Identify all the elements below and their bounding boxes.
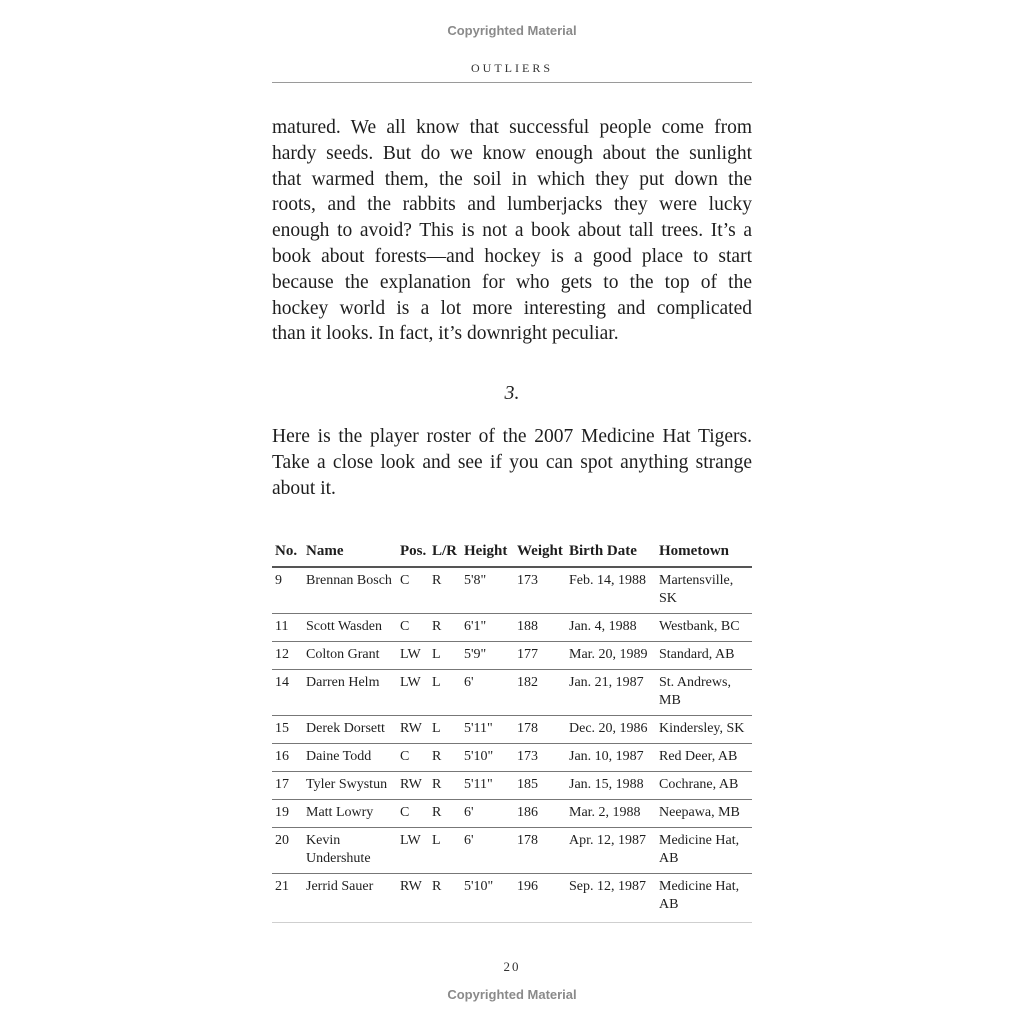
running-head: OUTLIERS: [471, 61, 553, 75]
table-row: [272, 800, 752, 828]
cell-no: 11: [272, 614, 303, 642]
table-row: [272, 567, 752, 614]
cell-height: 6': [461, 828, 514, 874]
cell-name: Colton Grant: [303, 642, 397, 670]
header-rule: [272, 82, 752, 83]
column-header-no: No.: [272, 540, 303, 567]
cell-pos: LW: [397, 828, 429, 874]
paragraph-line: that warmed them, the soil in which they put down the: [272, 168, 752, 190]
cell-height: 6': [461, 670, 514, 716]
table-row: [272, 716, 752, 744]
section-number: 3.: [504, 382, 520, 404]
page-number: 20: [503, 959, 521, 974]
column-header-birth-date: Birth Date: [566, 540, 656, 567]
table-row: [272, 772, 752, 800]
cell-lr: R: [429, 614, 461, 642]
cell-weight: 173: [514, 567, 566, 614]
cell-birth-date: Feb. 14, 1988: [566, 567, 656, 614]
cell-lr: R: [429, 874, 461, 923]
column-header-hometown: Hometown: [656, 540, 752, 567]
cell-hometown: Neepawa, MB: [656, 800, 752, 828]
roster-table: [272, 540, 752, 923]
cell-hometown: Standard, AB: [656, 642, 752, 670]
cell-no: 21: [272, 874, 303, 923]
paragraph-line: book about forests—and hockey is a good place to start: [272, 245, 752, 267]
cell-name: Darren Helm: [303, 670, 397, 716]
cell-no: 12: [272, 642, 303, 670]
cell-weight: 178: [514, 828, 566, 874]
cell-lr: R: [429, 800, 461, 828]
paragraph-line: about it.: [272, 477, 336, 499]
cell-weight: 186: [514, 800, 566, 828]
cell-height: 5'10": [461, 744, 514, 772]
cell-birth-date: Jan. 15, 1988: [566, 772, 656, 800]
cell-hometown: Kindersley, SK: [656, 716, 752, 744]
cell-height: 5'11": [461, 716, 514, 744]
cell-height: 5'9": [461, 642, 514, 670]
cell-name: Matt Lowry: [303, 800, 397, 828]
table-row: [272, 828, 752, 874]
cell-height: 6'1": [461, 614, 514, 642]
cell-lr: L: [429, 670, 461, 716]
table-row: [272, 744, 752, 772]
cell-birth-date: Mar. 20, 1989: [566, 642, 656, 670]
cell-hometown: Red Deer, AB: [656, 744, 752, 772]
copyright-notice-top: Copyrighted Material: [447, 23, 577, 38]
cell-birth-date: Sep. 12, 1987: [566, 874, 656, 923]
cell-weight: 182: [514, 670, 566, 716]
paragraph-line: Take a close look and see if you can spot anything strange: [272, 451, 752, 473]
cell-lr: R: [429, 744, 461, 772]
paragraph-line: enough to avoid? This is not a book about tall trees. It’s a: [272, 220, 752, 242]
cell-no: 20: [272, 828, 303, 874]
cell-height: 6': [461, 800, 514, 828]
cell-name: Derek Dorsett: [303, 716, 397, 744]
cell-weight: 188: [514, 614, 566, 642]
paragraph-line: hardy seeds. But do we know enough about the sunlight: [272, 142, 752, 164]
table-row: [272, 874, 752, 923]
cell-hometown: Cochrane, AB: [656, 772, 752, 800]
cell-birth-date: Jan. 4, 1988: [566, 614, 656, 642]
table-header-row: [272, 540, 752, 567]
cell-no: 15: [272, 716, 303, 744]
cell-lr: R: [429, 772, 461, 800]
paragraph-2: [272, 424, 752, 501]
cell-pos: RW: [397, 716, 429, 744]
cell-hometown: St. Andrews, MB: [656, 670, 752, 716]
cell-hometown: Medicine Hat, AB: [656, 874, 752, 923]
cell-weight: 177: [514, 642, 566, 670]
column-header-weight: Weight: [514, 540, 566, 567]
cell-pos: LW: [397, 642, 429, 670]
cell-weight: 185: [514, 772, 566, 800]
cell-birth-date: Apr. 12, 1987: [566, 828, 656, 874]
column-header-pos: Pos.: [397, 540, 429, 567]
cell-name: Daine Todd: [303, 744, 397, 772]
cell-hometown: Westbank, BC: [656, 614, 752, 642]
cell-weight: 178: [514, 716, 566, 744]
paragraph-line: Here is the player roster of the 2007 Medicine Hat Tigers.: [272, 426, 752, 447]
cell-pos: C: [397, 744, 429, 772]
cell-height: 5'11": [461, 772, 514, 800]
table-row: [272, 642, 752, 670]
cell-weight: 173: [514, 744, 566, 772]
cell-lr: L: [429, 642, 461, 670]
cell-birth-date: Dec. 20, 1986: [566, 716, 656, 744]
paragraph-line: matured. We all know that successful people come from: [272, 117, 752, 138]
cell-name: Tyler Swystun: [303, 772, 397, 800]
cell-pos: C: [397, 567, 429, 614]
cell-no: 17: [272, 772, 303, 800]
cell-lr: L: [429, 716, 461, 744]
table-row: [272, 670, 752, 716]
table-row: [272, 614, 752, 642]
cell-no: 16: [272, 744, 303, 772]
cell-height: 5'8": [461, 567, 514, 614]
cell-pos: C: [397, 800, 429, 828]
cell-no: 14: [272, 670, 303, 716]
paragraph-line: roots, and the rabbits and lumberjacks they were lucky: [272, 194, 752, 216]
cell-name: Jerrid Sauer: [303, 874, 397, 923]
cell-lr: L: [429, 828, 461, 874]
cell-pos: RW: [397, 874, 429, 923]
cell-pos: C: [397, 614, 429, 642]
cell-height: 5'10": [461, 874, 514, 923]
column-header-lr: L/R: [429, 540, 461, 567]
paragraph-1: [272, 115, 752, 347]
cell-name: Scott Wasden: [303, 614, 397, 642]
cell-hometown: Martensville, SK: [656, 567, 752, 614]
cell-no: 9: [272, 567, 303, 614]
cell-lr: R: [429, 567, 461, 614]
paragraph-line: hockey world is a lot more interesting and complicated: [272, 297, 752, 319]
cell-pos: RW: [397, 772, 429, 800]
cell-pos: LW: [397, 670, 429, 716]
cell-name: Kevin Undershute: [303, 828, 397, 874]
cell-birth-date: Jan. 10, 1987: [566, 744, 656, 772]
cell-name: Brennan Bosch: [303, 567, 397, 614]
cell-hometown: Medicine Hat, AB: [656, 828, 752, 874]
copyright-notice-bottom: Copyrighted Material: [447, 987, 577, 1002]
cell-birth-date: Mar. 2, 1988: [566, 800, 656, 828]
column-header-height: Height: [461, 540, 514, 567]
cell-weight: 196: [514, 874, 566, 923]
paragraph-line: than it looks. In fact, it’s downright peculiar.: [272, 323, 619, 345]
paragraph-line: because the explanation for who gets to the top of the: [272, 271, 752, 293]
column-header-name: Name: [303, 540, 397, 567]
cell-birth-date: Jan. 21, 1987: [566, 670, 656, 716]
cell-no: 19: [272, 800, 303, 828]
